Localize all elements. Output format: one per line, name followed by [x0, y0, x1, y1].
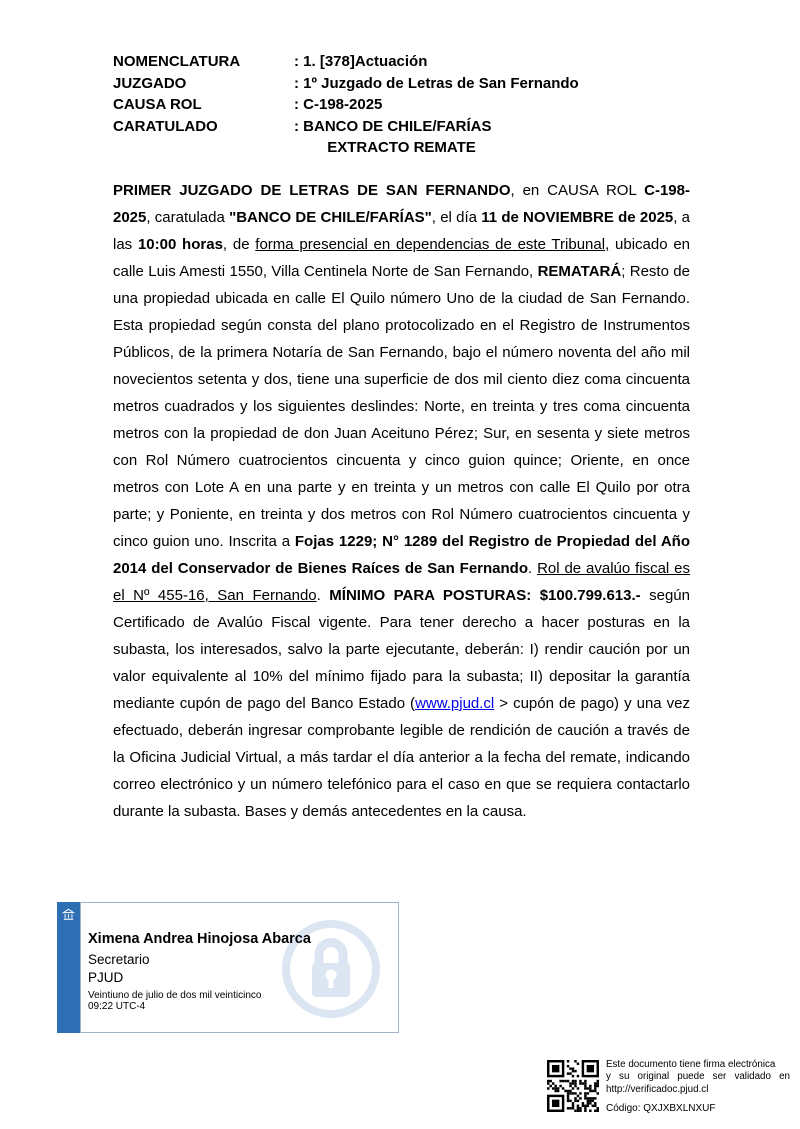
validation-code: Código: QXJXBXLNXUF	[606, 1103, 716, 1114]
text-run: .	[528, 560, 538, 577]
meta-label: CAUSA ROL	[113, 96, 202, 113]
text-run: C-198-2025	[113, 182, 690, 226]
signer-details	[88, 931, 390, 1012]
meta-row-juzgado	[113, 73, 579, 95]
meta-row-causa-rol	[113, 94, 579, 116]
text-run: .	[316, 587, 330, 604]
validation-line: y su original puede ser validado en	[606, 1071, 790, 1083]
text-run: REMATARÁ	[537, 263, 622, 280]
text-run: Fojas 1229; N° 1289 del Registro de Propiedad del Año 2014 del Conservador de Bienes Raíces de San Fernando	[113, 533, 690, 577]
meta-label: CARATULADO	[113, 117, 218, 135]
signature-block	[80, 902, 399, 1033]
text-run: > cupón de pago) y una vez efectuado, deberán ingresar comprobante legible de rendición de caución a través de la Oficina Judicial Virtual, a más tardar el día anterior a la fecha del remate, indicando correo electrónico y un número telefónico para el caso en que se requiera contactarlo durante la subasta. Bases y demás antecedentes en la causa.	[113, 695, 690, 820]
qr-code	[547, 1060, 599, 1112]
text-run: "BANCO DE CHILE/FARÍAS"	[229, 209, 432, 226]
meta-row-nomenclatura	[113, 51, 579, 73]
text-run: MÍNIMO PARA POSTURAS: $100.799.613.-	[329, 587, 641, 604]
text-run: Rol de avalúo fiscal es el Nº 455-16, San Fernando	[113, 560, 690, 604]
text-run: ubicado en calle Luis Amesti 1550, Villa Centinela Norte de San Fernando,	[113, 236, 690, 280]
text-run: 10:00 horas	[137, 236, 223, 253]
signer-name: Ximena Andrea Hinojosa Abarca	[88, 931, 311, 947]
text-run: según Certificado de Avalúo Fiscal vigente. Para tener derecho a hacer posturas en la subasta, los interesados, salvo la parte ejecutante, deberán: I) rendir caución por un valor equivalente al 10% del mínimo fijado para la subasta; II) depositar la garantía mediante cupón de pago del Banco Estado (	[113, 587, 690, 712]
pjud-link[interactable]: www.pjud.cl	[415, 695, 495, 712]
text-run: ; Resto de una propiedad ubicada en calle El Quilo número Uno de la ciudad de San Fernando. Esta propiedad según consta del plano protocolizado en el Registro de Instrumentos Públicos, de la primera Notaría de San Fernando, bajo el número noventa del año mil novecientos setenta y dos, tiene una superficie de dos mil ciento diez coma cincuenta metros cuadrados y los siguientes deslindes: Norte, en treinta y tres coma cincuenta metros con la propiedad de don Juan Aceituno Pérez; Sur, en sesenta y siete metros con Rol Número cuatrocientos cincuenta y cinco guion quince; Oriente, en once metros con Lote A en una parte y en treinta y un metros con calle El Quilo por otra parte; y Poniente, en treinta y dos metros con Rol Número cuatrocientos cincuenta y cinco guion uno. Inscrita a	[113, 263, 690, 550]
meta-value: : C-198-2025	[294, 96, 383, 113]
meta-value: : 1º Juzgado de Letras de San Fernando	[294, 74, 579, 92]
document-title: EXTRACTO REMATE	[327, 139, 476, 156]
signer-org: PJUD	[88, 970, 124, 985]
text-run: , a las	[113, 209, 690, 253]
text-run: 11 de NOVIEMBRE de 2025	[481, 209, 674, 226]
case-metadata	[113, 51, 579, 137]
body-paragraph	[113, 177, 690, 825]
text-run: , el día	[431, 209, 482, 226]
meta-value: : 1. [378]Actuación	[294, 53, 428, 70]
text-run: , en CAUSA ROL	[510, 182, 645, 199]
meta-value: : BANCO DE CHILE/FARÍAS	[294, 117, 492, 135]
validation-url: http://verificadoc.pjud.cl	[606, 1083, 709, 1095]
signature-accent-bar	[57, 902, 80, 1033]
signature-time: 09:22 UTC-4	[88, 1000, 146, 1012]
courthouse-icon	[61, 907, 76, 922]
text-run: forma presencial en dependencias de este Tribunal,	[255, 236, 610, 253]
meta-row-caratulado	[113, 116, 579, 138]
meta-label: NOMENCLATURA	[113, 53, 241, 70]
signer-role: Secretario	[88, 952, 150, 967]
validation-line: Este documento tiene firma electrónica	[606, 1059, 776, 1070]
text-run: , caratulada	[146, 209, 230, 226]
signature-date: Veintiuno de julio de dos mil veinticinco	[88, 990, 262, 1001]
text-run: , de	[222, 236, 256, 253]
text-run: PRIMER JUZGADO DE LETRAS DE SAN FERNANDO	[113, 182, 511, 199]
validation-text	[606, 1059, 790, 1096]
meta-label: JUZGADO	[113, 74, 187, 92]
